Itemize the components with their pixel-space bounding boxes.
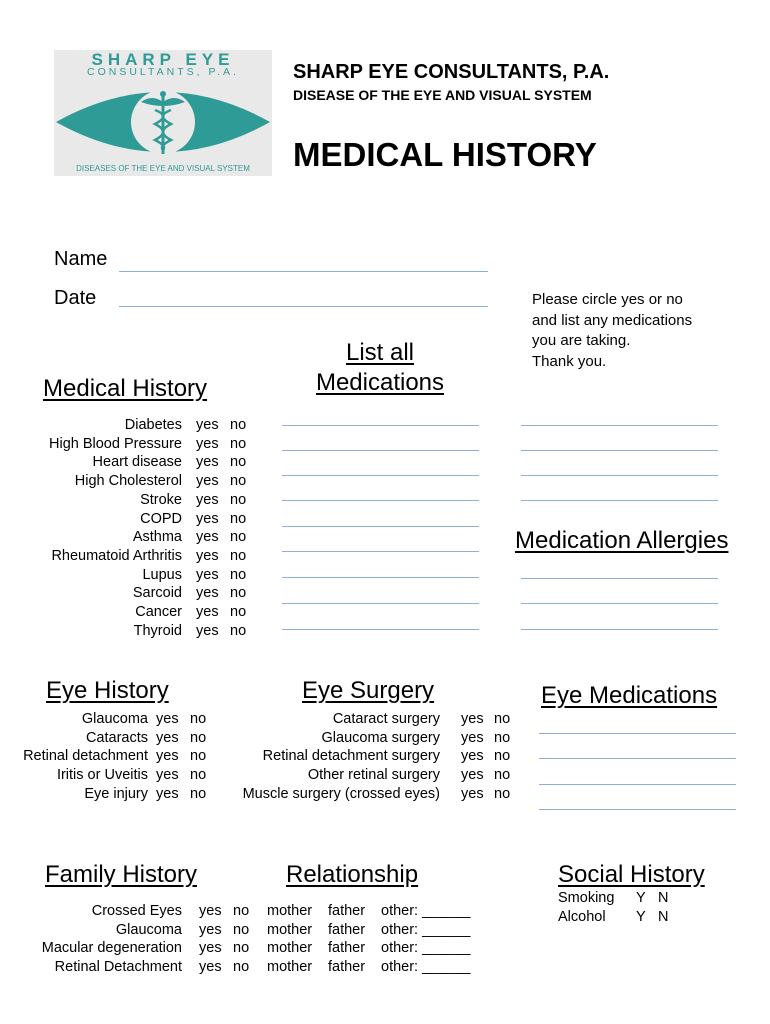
n-option[interactable]: N — [658, 890, 669, 906]
medication-entry-line[interactable] — [282, 629, 479, 630]
other-relationship-field[interactable]: other: ______ — [381, 921, 471, 938]
father-option[interactable]: father — [328, 903, 366, 919]
medications-title-line: Medications — [315, 369, 445, 396]
family-condition-label: Macular degeneration — [41, 940, 182, 957]
family-condition-label: Crossed Eyes — [91, 903, 182, 919]
name-label: Name — [54, 248, 108, 270]
allergy-entry-line[interactable] — [521, 425, 718, 426]
yes-option[interactable]: yes — [196, 585, 219, 602]
date-field[interactable] — [119, 306, 488, 307]
eye-condition-label: Iritis or Uveitis — [56, 767, 148, 784]
mother-option[interactable]: mother — [267, 959, 313, 976]
no-option[interactable]: no — [233, 903, 250, 919]
surgery-label: Retinal detachment surgery — [262, 748, 440, 765]
eye-condition-label: Eye injury — [84, 785, 148, 802]
note-line: and list any medications — [532, 311, 693, 329]
yes-option[interactable]: yes — [196, 529, 219, 546]
allergy-entry-line[interactable] — [521, 475, 718, 476]
eye-medication-entry-line[interactable] — [539, 758, 736, 759]
no-option[interactable]: no — [494, 785, 511, 802]
medication-entry-line[interactable] — [282, 551, 479, 552]
no-option[interactable]: no — [230, 417, 247, 433]
yes-option[interactable]: yes — [196, 622, 219, 639]
no-option[interactable]: no — [190, 748, 207, 765]
allergy-entry-line[interactable] — [521, 629, 718, 630]
condition-label: Stroke — [140, 491, 182, 508]
yes-option[interactable]: yes — [196, 435, 219, 452]
yes-option[interactable]: yes — [156, 748, 179, 765]
medication-entry-line[interactable] — [282, 425, 479, 426]
no-option[interactable]: no — [230, 566, 247, 583]
eye-condition-label: Cataracts — [85, 729, 148, 746]
no-option[interactable]: no — [230, 435, 247, 452]
company-logo — [54, 50, 272, 176]
no-option[interactable]: no — [230, 510, 247, 527]
no-option[interactable]: no — [494, 767, 511, 784]
yes-option[interactable]: yes — [461, 711, 484, 727]
no-option[interactable]: no — [494, 729, 511, 746]
eye-condition-label: Glaucoma — [81, 711, 148, 727]
yes-option[interactable]: yes — [156, 785, 179, 802]
yes-option[interactable]: yes — [196, 491, 219, 508]
medication-entry-line[interactable] — [282, 475, 479, 476]
other-relationship-field[interactable]: other: ______ — [381, 959, 471, 976]
allergy-entry-line[interactable] — [521, 450, 718, 451]
medications-title — [311, 338, 449, 398]
medication-entry-line[interactable] — [282, 450, 479, 451]
n-option[interactable]: N — [658, 909, 669, 925]
eye-history-title: Eye History — [46, 677, 169, 704]
family-history-title: Family History — [45, 861, 198, 888]
eye-caduceus-icon — [54, 80, 272, 164]
relationship-title: Relationship — [286, 861, 419, 888]
no-option[interactable]: no — [230, 547, 247, 564]
no-option[interactable]: no — [190, 785, 207, 802]
medication-entry-line[interactable] — [282, 577, 479, 578]
no-option[interactable]: no — [190, 767, 207, 784]
yes-option[interactable]: yes — [196, 417, 219, 433]
yes-option[interactable]: yes — [196, 547, 219, 564]
family-condition-label: Retinal Detachment — [54, 959, 182, 976]
medical-history-title: Medical History — [43, 375, 208, 402]
father-option[interactable]: father — [328, 959, 366, 976]
mother-option[interactable]: mother — [267, 921, 313, 938]
no-option[interactable]: no — [230, 622, 247, 639]
surgery-label: Other retinal surgery — [307, 767, 440, 784]
yes-option[interactable]: yes — [196, 510, 219, 527]
father-option[interactable]: father — [328, 921, 366, 938]
name-field[interactable] — [119, 271, 488, 272]
yes-option[interactable]: yes — [156, 711, 179, 727]
yes-option[interactable]: yes — [199, 940, 222, 957]
no-option[interactable]: no — [233, 959, 250, 976]
medication-entry-line[interactable] — [282, 603, 479, 604]
no-option[interactable]: no — [230, 604, 247, 620]
page-title: MEDICAL HISTORY — [293, 136, 597, 173]
medications-title-line: List all — [345, 339, 415, 366]
social-history-title: Social History — [558, 861, 705, 888]
condition-label: Sarcoid — [132, 585, 182, 602]
medication-entry-line[interactable] — [282, 500, 479, 501]
surgery-label: Cataract surgery — [332, 711, 440, 727]
no-option[interactable]: no — [233, 921, 250, 938]
yes-option[interactable]: yes — [156, 729, 179, 746]
eye-medication-entry-line[interactable] — [539, 784, 736, 785]
other-relationship-field[interactable]: other: ______ — [381, 940, 471, 957]
no-option[interactable]: no — [230, 529, 247, 546]
family-condition-label: Glaucoma — [115, 921, 182, 938]
eye-medications-title: Eye Medications — [541, 682, 718, 709]
yes-option[interactable]: yes — [196, 473, 219, 490]
mother-option[interactable]: mother — [267, 903, 313, 919]
condition-label: Heart disease — [92, 454, 182, 471]
social-item-label: Alcohol — [558, 909, 606, 925]
no-option[interactable]: no — [230, 491, 247, 508]
yes-option[interactable]: yes — [196, 604, 219, 620]
yes-option[interactable]: yes — [461, 729, 484, 746]
yes-option[interactable]: yes — [196, 566, 219, 583]
surgery-label: Muscle surgery (crossed eyes) — [242, 785, 440, 802]
logo-text-consultants: CONSULTANTS, P.A. — [87, 66, 239, 78]
note-line: Thank you. — [532, 352, 607, 370]
eye-condition-label: Retinal detachment — [23, 748, 148, 765]
condition-label: Rheumatoid Arthritis — [51, 547, 182, 564]
logo-text-diseases: DISEASES OF THE EYE AND VISUAL SYSTEM — [76, 164, 250, 173]
eye-medication-entry-line[interactable] — [539, 733, 736, 734]
medication-entry-line[interactable] — [282, 526, 479, 527]
condition-label: Thyroid — [133, 622, 182, 639]
condition-label: Cancer — [135, 604, 182, 620]
y-option[interactable]: Y — [636, 890, 646, 906]
note-line: you are taking. — [532, 332, 631, 349]
company-subtitle: DISEASE OF THE EYE AND VISUAL SYSTEM — [293, 87, 592, 103]
condition-label: Lupus — [142, 566, 182, 583]
allergy-entry-line[interactable] — [521, 578, 718, 579]
no-option[interactable]: no — [230, 473, 247, 490]
yes-option[interactable]: yes — [461, 767, 484, 784]
social-item-label: Smoking — [558, 890, 615, 906]
logo-text-sharp-eye: SHARP EYE — [91, 50, 235, 69]
other-relationship-field[interactable]: other: ______ — [381, 903, 471, 919]
no-option[interactable]: no — [494, 711, 511, 727]
yes-option[interactable]: yes — [156, 767, 179, 784]
medication-allergies-title: Medication Allergies — [515, 527, 729, 554]
condition-label: High Cholesterol — [74, 473, 182, 490]
yes-option[interactable]: yes — [196, 454, 219, 471]
instructions-note — [532, 290, 732, 372]
condition-label: COPD — [140, 510, 182, 527]
no-option[interactable]: no — [190, 711, 207, 727]
mother-option[interactable]: mother — [267, 940, 313, 957]
y-option[interactable]: Y — [636, 909, 646, 925]
yes-option[interactable]: yes — [199, 959, 222, 976]
yes-option[interactable]: yes — [199, 903, 222, 919]
eye-medication-entry-line[interactable] — [539, 809, 736, 810]
no-option[interactable]: no — [230, 454, 247, 471]
father-option[interactable]: father — [328, 940, 366, 957]
no-option[interactable]: no — [230, 585, 247, 602]
date-label: Date — [54, 287, 97, 309]
allergy-entry-line[interactable] — [521, 603, 718, 604]
surgery-label: Glaucoma surgery — [321, 729, 440, 746]
condition-label: Diabetes — [124, 417, 182, 433]
note-line: Please circle yes or no — [532, 291, 683, 308]
yes-option[interactable]: yes — [461, 748, 484, 765]
company-name: SHARP EYE CONSULTANTS, P.A. — [293, 61, 610, 83]
eye-surgery-title: Eye Surgery — [302, 677, 435, 704]
condition-label: Asthma — [132, 529, 182, 546]
no-option[interactable]: no — [190, 729, 207, 746]
allergy-entry-line[interactable] — [521, 500, 718, 501]
yes-option[interactable]: yes — [461, 785, 484, 802]
no-option[interactable]: no — [233, 940, 250, 957]
no-option[interactable]: no — [494, 748, 511, 765]
condition-label: High Blood Pressure — [49, 435, 182, 452]
yes-option[interactable]: yes — [199, 921, 222, 938]
